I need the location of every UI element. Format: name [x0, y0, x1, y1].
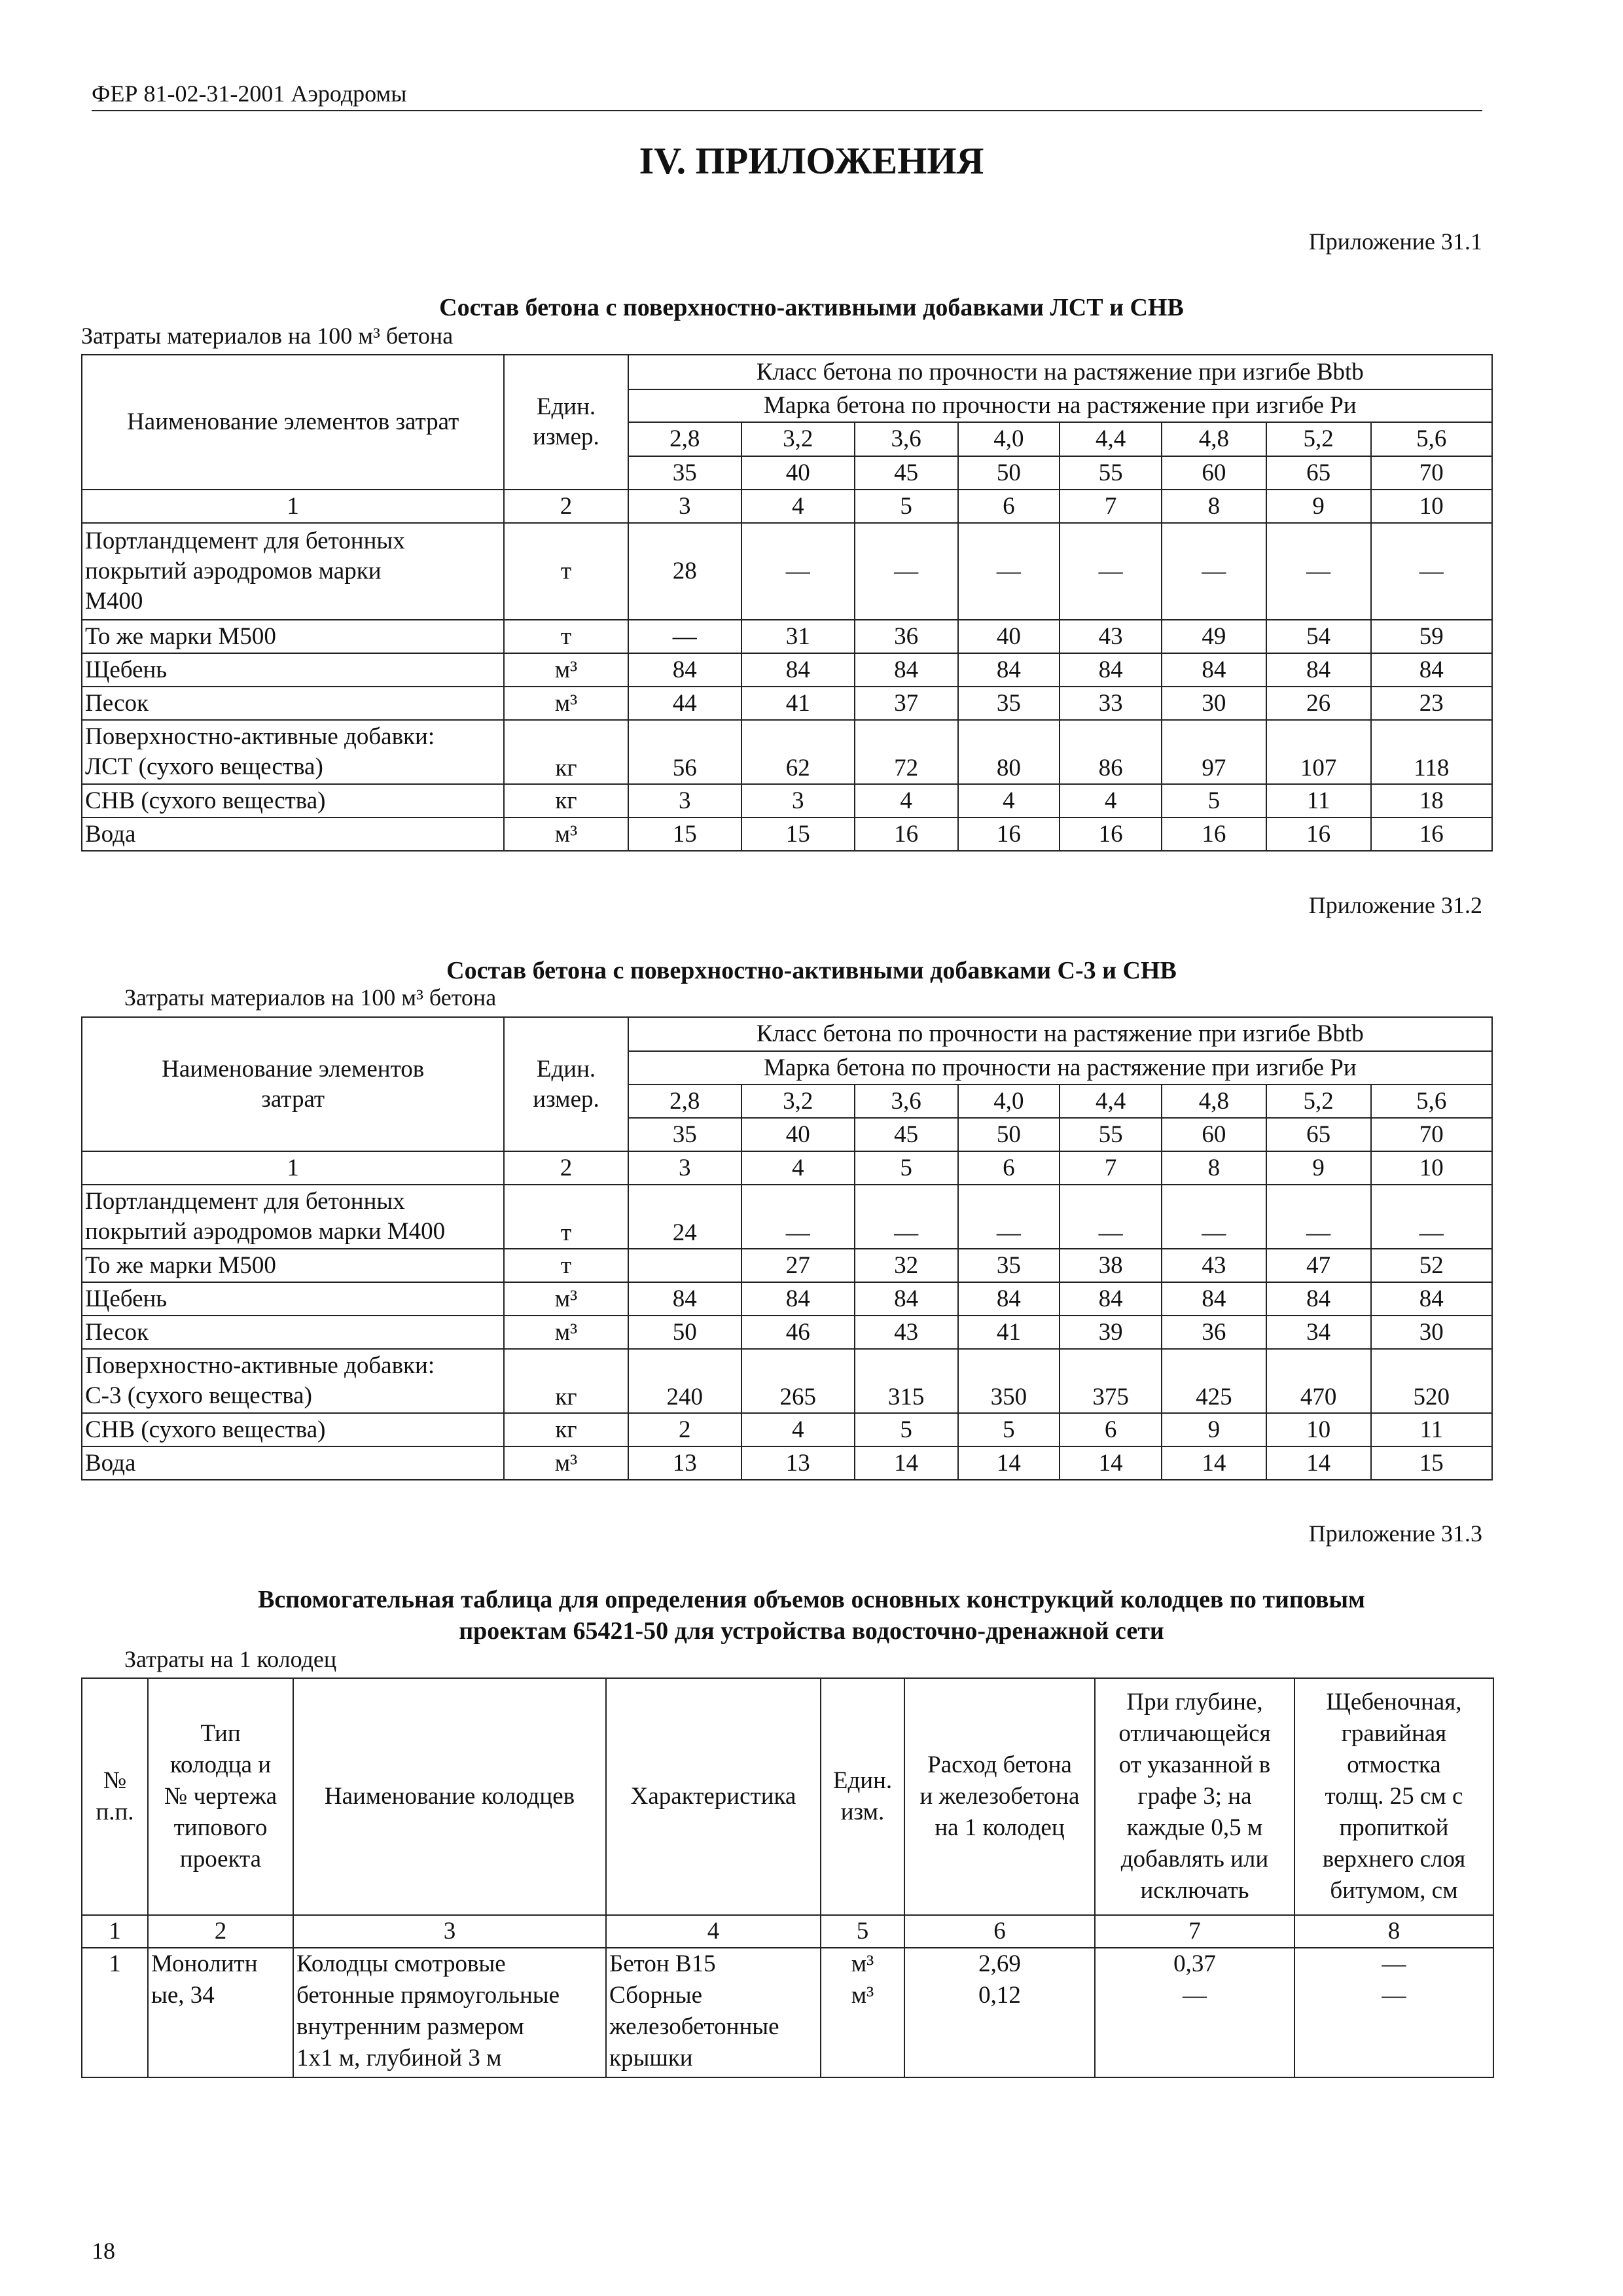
col-number: 2 [148, 1915, 293, 1948]
table-row [82, 784, 1492, 817]
row-value: 97 [1162, 720, 1266, 784]
row-value: 59 [1371, 620, 1492, 653]
row-value: 107 [1266, 720, 1371, 784]
table-row [82, 1948, 1493, 2077]
row-value: 31 [741, 620, 855, 653]
row-value: 3 [741, 784, 855, 817]
row-value: 16 [1162, 817, 1266, 851]
row-value: 16 [855, 817, 958, 851]
row-consumption: 2,69 0,12 [904, 1948, 1095, 2077]
row-value: 84 [1266, 653, 1371, 687]
row-value: — [958, 1185, 1060, 1249]
row-value: 84 [741, 1282, 855, 1316]
row-value: 315 [855, 1349, 958, 1413]
grade-value: 65 [1266, 456, 1371, 490]
col-number: 4 [741, 490, 855, 523]
grade-value: 55 [1060, 1118, 1162, 1151]
row-value: 5 [958, 1413, 1060, 1446]
row-value: 34 [1266, 1316, 1371, 1349]
col-number: 6 [958, 1151, 1060, 1185]
col-number: 3 [628, 1151, 741, 1185]
col-number: 7 [1060, 490, 1162, 523]
col-number: 6 [904, 1915, 1095, 1948]
concrete-c3-table [81, 1016, 1493, 1480]
row-value: 14 [1162, 1446, 1266, 1480]
concrete-lst-table [81, 354, 1493, 852]
col-number: 3 [293, 1915, 606, 1948]
row-name: Поверхностно-активные добавки: С-3 (сухого вещества) [82, 1349, 504, 1413]
row-unit: т [504, 523, 628, 620]
col-number: 1 [82, 490, 504, 523]
header-class: Класс бетона по прочности на растяжение при изгибе Bbtb [628, 355, 1492, 389]
table-row [82, 1185, 1492, 1249]
column-number-row [82, 1151, 1492, 1185]
table-row [82, 1349, 1492, 1413]
col-number: 6 [958, 490, 1060, 523]
col-number: 7 [1095, 1915, 1294, 1948]
row-value: 2 [628, 1413, 741, 1446]
header-class: Класс бетона по прочности на растяжение при изгибе Bbtb [628, 1017, 1492, 1051]
grade-value: 40 [741, 456, 855, 490]
col-number: 5 [855, 1151, 958, 1185]
grade-value: 35 [628, 1118, 741, 1151]
row-value: — [958, 523, 1060, 620]
header-consumption: Расход бетона и железобетона на 1 колодец [904, 1678, 1095, 1915]
row-value: 43 [1162, 1249, 1266, 1282]
row-value: 4 [1060, 784, 1162, 817]
class-value: 3,6 [855, 1085, 958, 1118]
row-value: 15 [628, 817, 741, 851]
row-value: 14 [958, 1446, 1060, 1480]
header-unit: Един. изм. [821, 1678, 904, 1915]
row-value: 54 [1266, 620, 1371, 653]
row-value: 470 [1266, 1349, 1371, 1413]
row-unit: м³ [504, 1282, 628, 1316]
row-value: 35 [958, 1249, 1060, 1282]
row-value: 240 [628, 1349, 741, 1413]
col-number: 7 [1060, 1151, 1162, 1185]
row-name: Щебень [82, 653, 504, 687]
row-value: 84 [855, 1282, 958, 1316]
row-value: 27 [741, 1249, 855, 1282]
header-gravel: Щебеночная, гравийная отмостка толщ. 25 см с пропиткой верхнего слоя битумом, см [1294, 1678, 1493, 1915]
col-number: 5 [855, 490, 958, 523]
row-value: — [628, 620, 741, 653]
row-value: 11 [1371, 1413, 1492, 1446]
table-row [82, 1446, 1492, 1480]
row-value: 38 [1060, 1249, 1162, 1282]
row-value: 520 [1371, 1349, 1492, 1413]
row-value: — [855, 1185, 958, 1249]
class-value: 3,2 [741, 422, 855, 456]
row-type: Монолитн ые, 34 [148, 1948, 293, 2077]
appendix-label-2: Приложение 31.2 [1308, 892, 1482, 918]
row-value: 52 [1371, 1249, 1492, 1282]
row-value: 72 [855, 720, 958, 784]
row-value: 16 [958, 817, 1060, 851]
row-value: 84 [1371, 653, 1492, 687]
col-number: 2 [504, 1151, 628, 1185]
row-name: Портландцемент для бетонных покрытий аэродромов марки М400 [82, 523, 504, 620]
row-value: 46 [741, 1316, 855, 1349]
row-value: 50 [628, 1316, 741, 1349]
col-number: 1 [82, 1151, 504, 1185]
col-number: 1 [82, 1915, 148, 1948]
row-value: 84 [628, 1282, 741, 1316]
class-value: 4,0 [958, 1085, 1060, 1118]
row-value: 40 [958, 620, 1060, 653]
grade-value: 50 [958, 1118, 1060, 1151]
row-unit: м³ [504, 817, 628, 851]
row-value: 47 [1266, 1249, 1371, 1282]
header-characteristic: Характеристика [606, 1678, 821, 1915]
row-name: Песок [82, 687, 504, 720]
row-value: — [741, 523, 855, 620]
row-value: 84 [958, 1282, 1060, 1316]
col-number: 3 [628, 490, 741, 523]
row-unit: т [504, 1249, 628, 1282]
row-unit: м³ м³ [821, 1948, 904, 2077]
class-value: 5,6 [1371, 422, 1492, 456]
row-unit: кг [504, 1413, 628, 1446]
row-value: 425 [1162, 1349, 1266, 1413]
grade-value: 65 [1266, 1118, 1371, 1151]
row-value: 23 [1371, 687, 1492, 720]
grade-value: 60 [1162, 1118, 1266, 1151]
row-unit: м³ [504, 1316, 628, 1349]
row-unit: кг [504, 1349, 628, 1413]
row-unit: кг [504, 720, 628, 784]
row-unit: м³ [504, 1446, 628, 1480]
col-number: 9 [1266, 490, 1371, 523]
row-value: — [1162, 1185, 1266, 1249]
row-characteristic: Бетон В15 Сборные железобетонные крышки [606, 1948, 821, 2077]
row-value: 4 [958, 784, 1060, 817]
row-depth: 0,37 — [1095, 1948, 1294, 2077]
row-value: — [855, 523, 958, 620]
col-number: 8 [1294, 1915, 1493, 1948]
header-unit: Един. измер. [504, 355, 628, 490]
row-value: — [1162, 523, 1266, 620]
row-name: Портландцемент для бетонных покрытий аэродромов марки М400 [82, 1185, 504, 1249]
row-value: 11 [1266, 784, 1371, 817]
grade-value: 35 [628, 456, 741, 490]
row-value: 32 [855, 1249, 958, 1282]
row-value: — [1060, 523, 1162, 620]
class-value: 4,0 [958, 422, 1060, 456]
row-value: 36 [1162, 1316, 1266, 1349]
row-value: — [1266, 1185, 1371, 1249]
header-depth: При глубине, отличающейся от указанной в графе 3; на каждые 0,5 м добавлять или исключать [1095, 1678, 1294, 1915]
header-name: Наименование элементов затрат [82, 355, 504, 490]
row-name: То же марки М500 [82, 1249, 504, 1282]
table-title-1: Состав бетона с поверхностно-активными добавками ЛСТ и СНВ [439, 294, 1184, 321]
header-unit: Един. измер. [504, 1017, 628, 1151]
row-value: 5 [855, 1413, 958, 1446]
row-value: 84 [1371, 1282, 1492, 1316]
header-type: Тип колодца и № чертежа типового проекта [148, 1678, 293, 1915]
table-row [82, 1282, 1492, 1316]
row-value: 28 [628, 523, 741, 620]
row-value: 37 [855, 687, 958, 720]
row-value [628, 1249, 741, 1282]
row-value: 30 [1371, 1316, 1492, 1349]
table-subtitle-1: Затраты материалов на 100 м³ бетона [81, 323, 454, 349]
row-value: 84 [1162, 653, 1266, 687]
column-number-row [82, 490, 1492, 523]
class-value: 4,8 [1162, 422, 1266, 456]
row-value: — [1060, 1185, 1162, 1249]
table-row [82, 523, 1492, 620]
row-value: 43 [855, 1316, 958, 1349]
page-title: IV. ПРИЛОЖЕНИЯ [639, 139, 984, 182]
class-value: 5,2 [1266, 1085, 1371, 1118]
table-subtitle-2: Затраты материалов на 100 м³ бетона [124, 984, 497, 1011]
col-number: 10 [1371, 1151, 1492, 1185]
row-unit: т [504, 1185, 628, 1249]
class-value: 4,8 [1162, 1085, 1266, 1118]
grade-value: 40 [741, 1118, 855, 1151]
row-value: 15 [741, 817, 855, 851]
row-value: 3 [628, 784, 741, 817]
class-value: 2,8 [628, 422, 741, 456]
row-well-name: Колодцы смотровые бетонные прямоугольные внутренним размером 1х1 м, глубиной 3 м [293, 1948, 606, 2077]
col-number: 2 [504, 490, 628, 523]
table-title-3: Вспомогательная таблица для определения объемов основных конструкций колодцев по типовым проектам 65421-50 для устройства водосточно-дренажной сети [258, 1586, 1365, 1645]
row-value: 4 [741, 1413, 855, 1446]
row-value: 375 [1060, 1349, 1162, 1413]
row-value: 41 [958, 1316, 1060, 1349]
row-name: Поверхностно-активные добавки: ЛСТ (сухого вещества) [82, 720, 504, 784]
class-value: 4,4 [1060, 422, 1162, 456]
appendix-label-3: Приложение 31.3 [1308, 1520, 1482, 1547]
row-value: 13 [741, 1446, 855, 1480]
row-name: Вода [82, 1446, 504, 1480]
row-value: 265 [741, 1349, 855, 1413]
row-value: 6 [1060, 1413, 1162, 1446]
table-row [82, 720, 1492, 784]
header-grade: Марка бетона по прочности на растяжение при изгибе Ри [628, 389, 1492, 422]
row-value: 9 [1162, 1413, 1266, 1446]
grade-value: 70 [1371, 456, 1492, 490]
row-value: 86 [1060, 720, 1162, 784]
row-value: 84 [628, 653, 741, 687]
row-value: 16 [1371, 817, 1492, 851]
col-number: 4 [741, 1151, 855, 1185]
header-grade: Марка бетона по прочности на растяжение при изгибе Ри [628, 1051, 1492, 1085]
row-value: 18 [1371, 784, 1492, 817]
grade-value: 50 [958, 456, 1060, 490]
col-number: 4 [606, 1915, 821, 1948]
class-value: 4,4 [1060, 1085, 1162, 1118]
grade-value: 70 [1371, 1118, 1492, 1151]
page-number: 18 [92, 2238, 115, 2264]
table-row [82, 1249, 1492, 1282]
column-number-row [82, 1915, 1493, 1948]
row-value: 14 [1060, 1446, 1162, 1480]
row-name: Песок [82, 1316, 504, 1349]
table-row [82, 817, 1492, 851]
class-value: 3,2 [741, 1085, 855, 1118]
header-name: Наименование элементов затрат [82, 1017, 504, 1151]
document-header: ФЕР 81-02-31-2001 Аэродромы [92, 81, 407, 107]
row-value: — [1266, 523, 1371, 620]
row-gravel: — — [1294, 1948, 1493, 2077]
grade-value: 45 [855, 456, 958, 490]
header-well-name: Наименование колодцев [293, 1678, 606, 1915]
row-unit: м³ [504, 653, 628, 687]
row-value: 26 [1266, 687, 1371, 720]
row-value: 118 [1371, 720, 1492, 784]
grade-value: 55 [1060, 456, 1162, 490]
row-unit: м³ [504, 687, 628, 720]
table-row [82, 620, 1492, 653]
row-value: 84 [1162, 1282, 1266, 1316]
row-value: 62 [741, 720, 855, 784]
class-value: 5,6 [1371, 1085, 1492, 1118]
row-value: 44 [628, 687, 741, 720]
row-value: 4 [855, 784, 958, 817]
table-row [82, 1316, 1492, 1349]
row-value: 33 [1060, 687, 1162, 720]
row-value: — [1371, 523, 1492, 620]
appendix-label-1: Приложение 31.1 [1308, 228, 1482, 255]
col-number: 10 [1371, 490, 1492, 523]
row-value: — [1371, 1185, 1492, 1249]
row-value: 84 [1060, 1282, 1162, 1316]
table-row [82, 653, 1492, 687]
row-value: 13 [628, 1446, 741, 1480]
row-name: Вода [82, 817, 504, 851]
header-rule [92, 110, 1482, 111]
class-value: 3,6 [855, 422, 958, 456]
row-value: — [741, 1185, 855, 1249]
row-value: 10 [1266, 1413, 1371, 1446]
class-value: 5,2 [1266, 422, 1371, 456]
table-row [82, 687, 1492, 720]
row-value: 35 [958, 687, 1060, 720]
row-value: 16 [1060, 817, 1162, 851]
row-value: 84 [958, 653, 1060, 687]
row-value: 41 [741, 687, 855, 720]
row-value: 49 [1162, 620, 1266, 653]
row-value: 350 [958, 1349, 1060, 1413]
row-name: То же марки М500 [82, 620, 504, 653]
row-value: 16 [1266, 817, 1371, 851]
row-value: 24 [628, 1185, 741, 1249]
row-value: 36 [855, 620, 958, 653]
table-row [82, 1413, 1492, 1446]
row-value: 84 [1060, 653, 1162, 687]
row-value: 84 [855, 653, 958, 687]
row-value: 43 [1060, 620, 1162, 653]
col-number: 8 [1162, 490, 1266, 523]
wells-table [81, 1677, 1494, 2078]
header-num: № п.п. [82, 1678, 148, 1915]
row-value: 30 [1162, 687, 1266, 720]
row-num: 1 [82, 1948, 148, 2077]
row-value: 39 [1060, 1316, 1162, 1349]
table-title-2: Состав бетона с поверхностно-активными добавками С-3 и СНВ [446, 957, 1177, 984]
grade-value: 45 [855, 1118, 958, 1151]
row-name: Щебень [82, 1282, 504, 1316]
grade-value: 60 [1162, 456, 1266, 490]
table-subtitle-3: Затраты на 1 колодец [124, 1646, 337, 1672]
row-value: 14 [1266, 1446, 1371, 1480]
row-value: 14 [855, 1446, 958, 1480]
row-unit: кг [504, 784, 628, 817]
row-unit: т [504, 620, 628, 653]
col-number: 5 [821, 1915, 904, 1948]
col-number: 8 [1162, 1151, 1266, 1185]
row-value: 15 [1371, 1446, 1492, 1480]
row-value: 5 [1162, 784, 1266, 817]
row-name: СНВ (сухого вещества) [82, 1413, 504, 1446]
class-value: 2,8 [628, 1085, 741, 1118]
row-value: 84 [1266, 1282, 1371, 1316]
row-name: СНВ (сухого вещества) [82, 784, 504, 817]
row-value: 84 [741, 653, 855, 687]
row-value: 56 [628, 720, 741, 784]
col-number: 9 [1266, 1151, 1371, 1185]
row-value: 80 [958, 720, 1060, 784]
